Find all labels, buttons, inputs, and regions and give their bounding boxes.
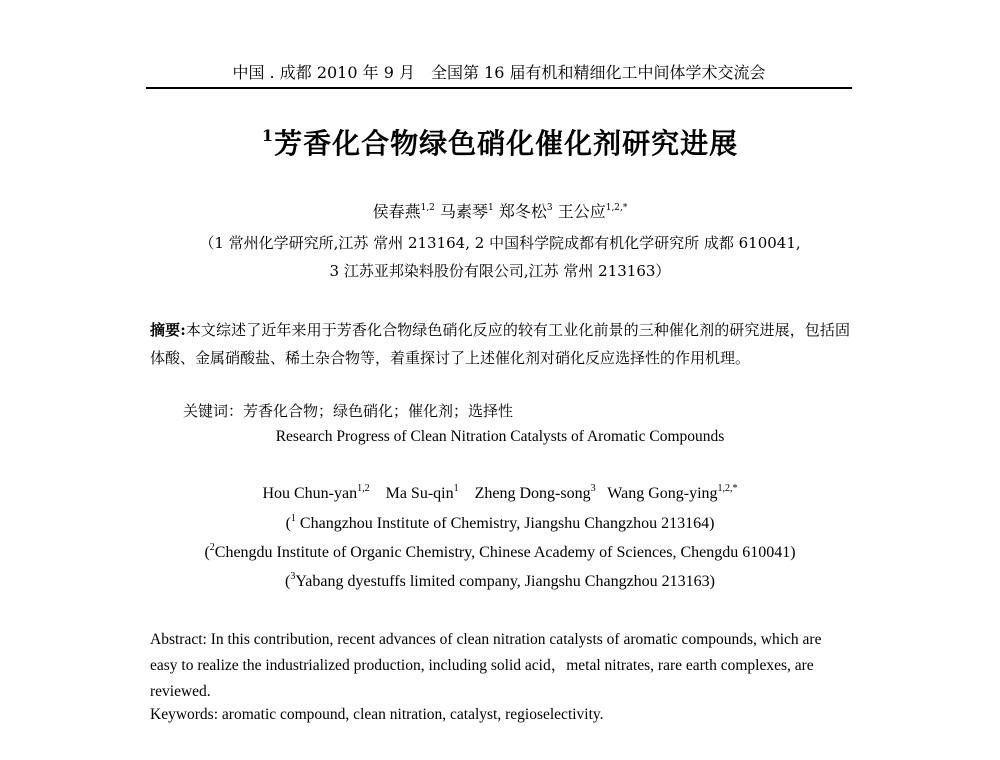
abstract-en-label: Abstract: <box>150 631 207 648</box>
affiliation-en-1: ($^1$ Changzhou Institute of Chemistry, Jiangshu Changzhou 213164) <box>285 513 715 532</box>
author-cn-2: 马素琴 <box>440 202 489 221</box>
author-cn-3-affil: 3 <box>546 203 553 213</box>
keywords-en-label: Keywords: <box>150 706 219 723</box>
abstract-cn-label: 摘要: <box>150 321 186 339</box>
author-en-3: Zheng Dong-song <box>474 485 591 502</box>
affiliation-cn-line-1: （1 常州化学研究所,江苏 常州 213164, 2 中国科学院成都有机化学研究所 成都 610041, <box>199 234 801 252</box>
author-cn-2-affil: 1 <box>488 203 494 213</box>
affiliation-en-1-text: Changzhou Institute of Chemistry, Jiangshu Changzhou 213164) <box>299 515 715 532</box>
author-en-4: Wang Gong-ying <box>607 485 718 502</box>
abstract-en-text: In this contribution, recent advances of clean nitration catalysts of aromatic compounds, which are easy to realize the industrialized production, including solid acid，metal nitrates, rare earth complexes, are reviewed. <box>150 631 822 700</box>
affiliation-en-2: ($^2$Chengdu Institute of Organic Chemistry, Chinese Academy of Sciences, Chengdu 610041) <box>204 542 796 561</box>
author-cn-1: 侯春燕 <box>372 202 421 221</box>
author-en-1: Hou Chun-yan <box>262 485 358 502</box>
header-rule <box>146 87 852 89</box>
keywords-chinese <box>183 400 513 421</box>
affiliation-en-2-text: Chengdu Institute of Organic Chemistry, Chinese Academy of Sciences, Chengdu 610041) <box>214 544 796 561</box>
author-en-2: Ma Su-qin <box>385 485 454 502</box>
author-cn-3: 郑冬松 <box>498 202 547 221</box>
keywords-english <box>150 706 604 724</box>
affiliation-en-2-marker: 2 <box>209 542 215 553</box>
paper-title <box>0 122 1000 162</box>
title-footnote-marker: 1 <box>261 126 275 145</box>
abstract-cn-text: 本文综述了近年来用于芳香化合物绿色硝化反应的较有工业化前景的三种催化剂的研究进展，包括固体酸、金属硝酸盐、稀土杂合物等，着重探讨了上述催化剂对硝化反应选择性的作用机理。 <box>150 321 850 367</box>
author-cn-4: 王公应 <box>557 202 606 221</box>
abstract-chinese <box>150 316 850 372</box>
english-title: Research Progress of Clean Nitration Catalysts of Aromatic Compounds <box>275 428 725 445</box>
keywords-cn-text: 芳香化合物；绿色硝化；催化剂；选择性 <box>243 402 514 420</box>
running-header: 中国 . 成都 2010 年 9 月 全国第 16 届有机和精细化工中间体学术交流会 <box>232 63 766 82</box>
abstract-english <box>150 627 850 705</box>
author-en-3-affil: 3 <box>590 483 596 494</box>
author-cn-1-affil: 1,2 <box>420 203 435 213</box>
affiliation-en-3-text: Yabang dyestuffs limited company, Jiangshu Changzhou 213163) <box>295 573 715 590</box>
author-en-1-affil: 1,2 <box>357 483 370 494</box>
authors-chinese <box>0 199 1000 222</box>
affiliation-cn-line-2: 3 江苏亚邦染料股份有限公司,江苏 常州 213163） <box>329 262 671 280</box>
authors-english <box>0 483 1000 503</box>
paper-title-text: 芳香化合物绿色硝化催化剂研究进展 <box>274 127 739 160</box>
author-cn-4-affil: 1,2,* <box>605 203 628 213</box>
affiliation-en-1-marker: 1 <box>290 513 296 524</box>
keywords-cn-label: 关键词： <box>183 402 244 420</box>
author-en-4-affil: 1,2,* <box>717 483 738 494</box>
affiliation-en-3: ($^3$Yabang dyestuffs limited company, Jiangshu Changzhou 213163) <box>285 571 715 590</box>
keywords-en-text: aromatic compound, clean nitration, catalyst, regioselectivity. <box>221 706 604 723</box>
author-en-2-affil: 1 <box>453 483 459 494</box>
affiliation-en-3-marker: 3 <box>290 571 296 582</box>
